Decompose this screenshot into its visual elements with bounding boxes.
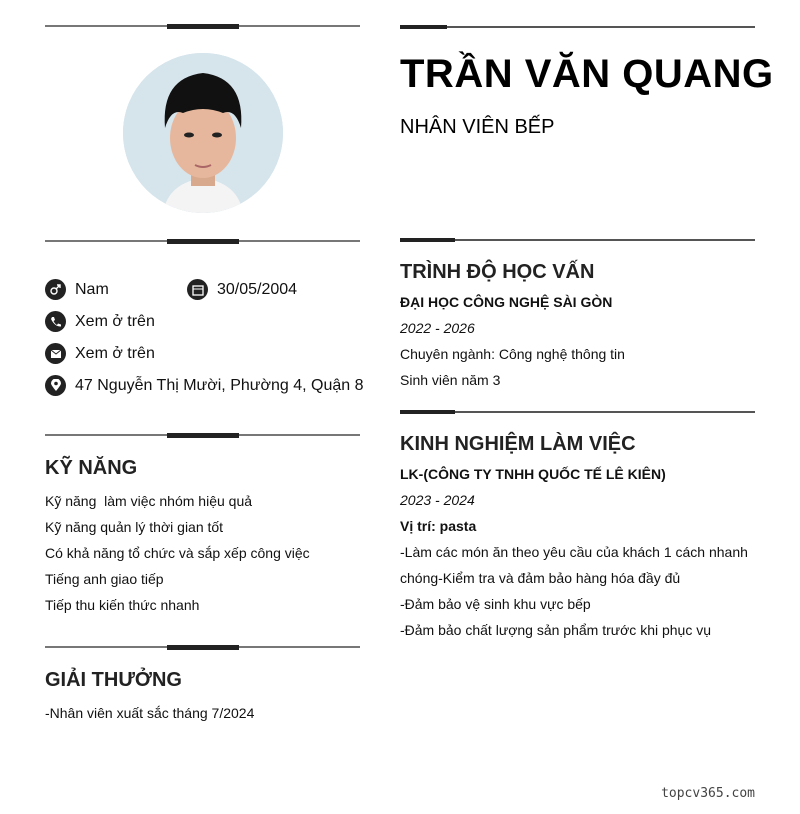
divider bbox=[400, 238, 755, 242]
education-period: 2022 - 2026 bbox=[400, 320, 475, 336]
skill-item: Tiếp thu kiến thức nhanh bbox=[45, 597, 200, 613]
experience-section bbox=[400, 461, 755, 643]
candidate-name: TRẦN VĂN QUANG bbox=[400, 52, 774, 96]
school-name: ĐẠI HỌC CÔNG NGHỆ SÀI GÒN bbox=[400, 294, 613, 310]
experience-period: 2023 - 2024 bbox=[400, 492, 475, 508]
job-title: NHÂN VIÊN BẾP bbox=[400, 116, 555, 138]
education-heading: TRÌNH ĐỘ HỌC VẤN bbox=[400, 261, 595, 283]
skill-item: Tiếng anh giao tiếp bbox=[45, 571, 164, 587]
phone: Xem ở trên bbox=[75, 312, 155, 330]
watermark: topcv365.com bbox=[661, 786, 755, 801]
education-section bbox=[400, 289, 755, 393]
skills-heading: KỸ NĂNG bbox=[45, 457, 138, 479]
gender-icon bbox=[45, 279, 66, 300]
divider bbox=[45, 239, 360, 243]
calendar-icon bbox=[187, 279, 208, 300]
experience-line: -Đảm bảo vệ sinh khu vực bếp bbox=[400, 596, 591, 612]
skill-item: Có khả năng tổ chức và sắp xếp công việc bbox=[45, 545, 310, 561]
skill-item: Kỹ năng quản lý thời gian tốt bbox=[45, 519, 224, 535]
avatar bbox=[123, 53, 283, 213]
skill-item: Kỹ năng làm việc nhóm hiệu quả bbox=[45, 493, 253, 509]
divider bbox=[400, 25, 755, 29]
email-icon bbox=[45, 343, 66, 364]
divider bbox=[45, 433, 360, 437]
experience-line: -Làm các món ăn theo yêu cầu của khách 1 cách nhanh bbox=[400, 544, 748, 560]
birthdate-row bbox=[187, 279, 297, 300]
awards-heading: GIẢI THƯỞNG bbox=[45, 669, 182, 691]
role: Vị trí: pasta bbox=[400, 518, 477, 534]
email: Xem ở trên bbox=[75, 344, 155, 362]
birthdate: 30/05/2004 bbox=[217, 280, 298, 298]
award-item: -Nhân viên xuất sắc tháng 7/2024 bbox=[45, 705, 255, 721]
company-name: LK-(CÔNG TY TNHH QUỐC TẾ LÊ KIÊN) bbox=[400, 466, 666, 482]
major: Chuyên ngành: Công nghệ thông tin bbox=[400, 346, 625, 362]
skills-list bbox=[45, 488, 310, 618]
phone-row bbox=[45, 311, 155, 332]
phone-icon bbox=[45, 311, 66, 332]
experience-line: -Đảm bảo chất lượng sản phẩm trước khi phục vụ bbox=[400, 622, 712, 638]
address-row bbox=[45, 375, 363, 396]
email-row bbox=[45, 343, 155, 364]
divider bbox=[45, 24, 360, 28]
gender-row bbox=[45, 279, 109, 300]
address: 47 Nguyễn Thị Mười, Phường 4, Quận 8 bbox=[75, 376, 364, 394]
divider bbox=[45, 645, 360, 649]
experience-heading: KINH NGHIỆM LÀM VIỆC bbox=[400, 433, 636, 455]
gender: Nam bbox=[75, 280, 109, 298]
location-pin-icon bbox=[45, 375, 66, 396]
divider bbox=[400, 410, 755, 414]
experience-line: chóng-Kiểm tra và đảm bảo hàng hóa đầy đủ bbox=[400, 570, 681, 586]
education-note: Sinh viên năm 3 bbox=[400, 372, 501, 388]
